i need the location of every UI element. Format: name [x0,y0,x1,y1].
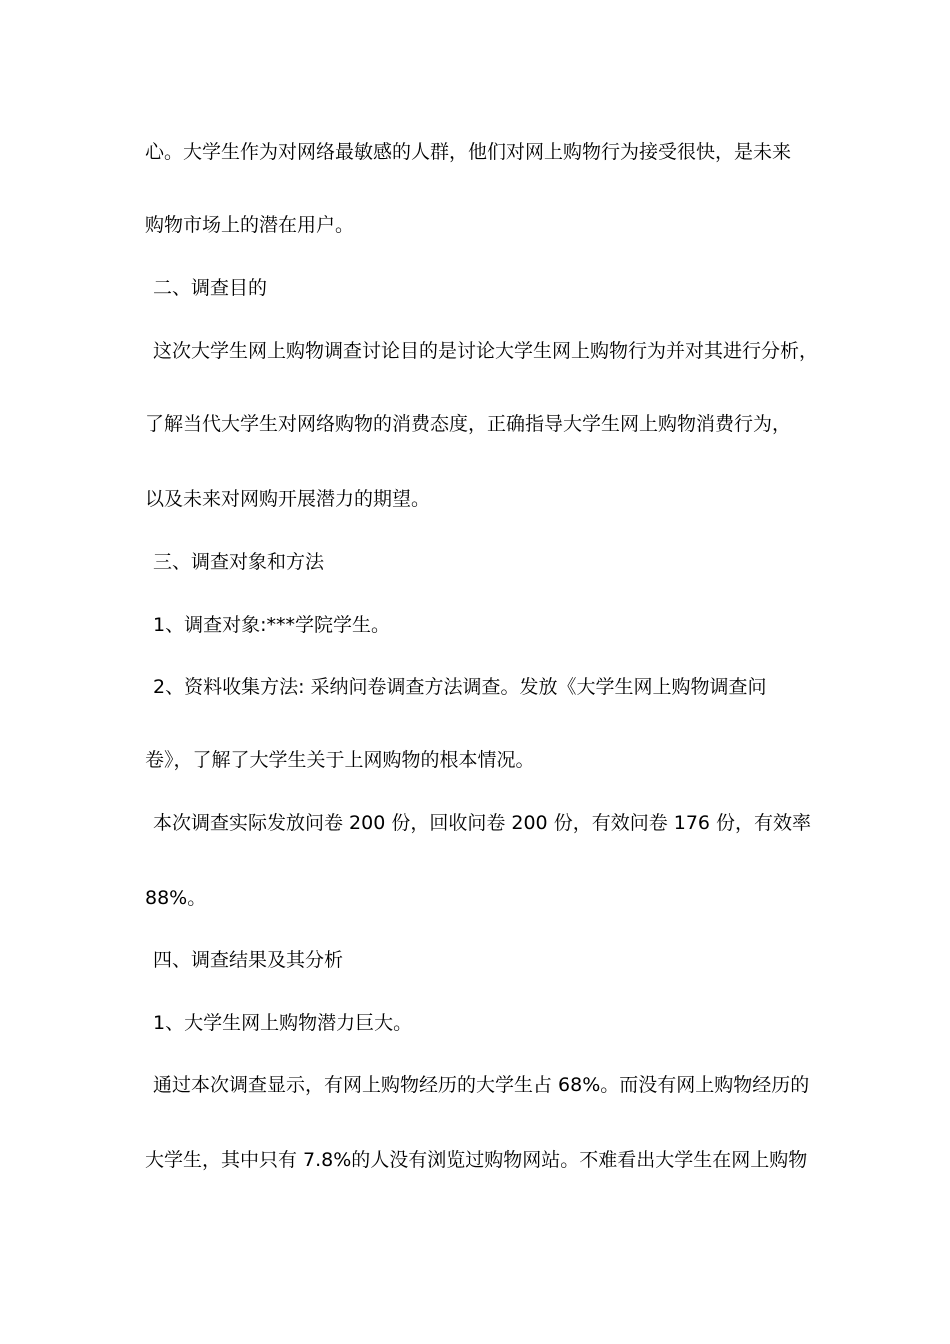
paragraph-line: 了解当代大学生对网络购物的消费态度，正确指导大学生网上购物消费行为， [145,413,792,435]
paragraph-line: 以及未来对网购开展潜力的期望。 [145,488,431,510]
section-heading: 三、调查对象和方法 [153,551,325,573]
paragraph-line: 本次调查实际发放问卷 200 份，回收问卷 200 份，有效问卷 176 份，有效率 [153,812,812,834]
section-heading: 二、调查目的 [153,277,268,299]
paragraph-line: 这次大学生网上购物调查讨论目的是讨论大学生网上购物行为并对其进行分析， [153,340,819,362]
paragraph-line: 心。大学生作为对网络最敏感的人群，他们对网上购物行为接受很快，是未来 [145,141,792,163]
paragraph-line: 大学生，其中只有 7.8%的人没有浏览过购物网站。不难看出大学生在网上购物 [145,1149,808,1171]
paragraph-line: 卷》，了解了大学生关于上网购物的根本情况。 [145,749,535,771]
paragraph-line: 通过本次调查显示，有网上购物经历的大学生占 68%。而没有网上购物经历的 [153,1074,810,1096]
section-heading: 四、调查结果及其分析 [153,949,344,971]
paragraph-line: 88%。 [145,887,207,909]
paragraph-line: 购物市场上的潜在用户。 [145,214,355,236]
list-item: 2、资料收集方法: 采纳问卷调查方法调查。发放《大学生网上购物调查问 [153,676,767,698]
list-item: 1、调查对象:***学院学生。 [153,614,390,636]
list-item: 1、大学生网上购物潜力巨大。 [153,1012,413,1034]
